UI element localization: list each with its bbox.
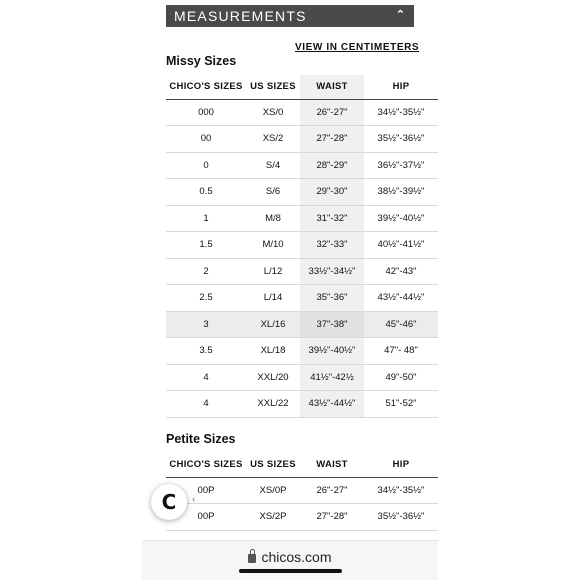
table-cell: 0 [166, 152, 246, 179]
petite-sizes-title: Petite Sizes [166, 432, 236, 446]
table-cell: 35½"-36½" [364, 504, 438, 531]
table-cell: XS/2 [246, 126, 300, 153]
table-cell: 40½"-41½" [364, 232, 438, 259]
table-cell: 43½"-44½" [300, 391, 364, 418]
table-cell: 42"-43" [364, 258, 438, 285]
table-row [166, 258, 438, 285]
missy-size-table [166, 75, 425, 418]
table-row [166, 364, 438, 391]
table-cell: 38½"-39½" [364, 179, 438, 206]
table-header-row [166, 75, 438, 99]
table-cell: 34½"-35½" [364, 99, 438, 126]
table-cell: 00P [166, 504, 246, 531]
table-cell: M/10 [246, 232, 300, 259]
table-cell: 29"-30" [300, 179, 364, 206]
table-row [166, 99, 438, 126]
table-cell: 35½"-36½" [364, 126, 438, 153]
table-cell: XL/16 [246, 311, 300, 338]
column-header: CHICO'S SIZES [166, 453, 246, 477]
table-cell: 2 [166, 258, 246, 285]
table-cell: 39½"-40½" [364, 205, 438, 232]
table-row [166, 205, 438, 232]
url-text: chicos.com [261, 549, 332, 565]
table-cell: 39½"-40½" [300, 338, 364, 365]
column-header: HIP [364, 75, 438, 99]
home-indicator[interactable] [239, 569, 342, 573]
table-row [166, 311, 438, 338]
table-cell: 31"-32" [300, 205, 364, 232]
table-cell: 27"-28" [300, 504, 364, 531]
table-cell: 41½"-42½ [300, 364, 364, 391]
petite-size-table [166, 453, 425, 531]
table-row [166, 179, 438, 206]
table-cell: 47"- 48" [364, 338, 438, 365]
table-cell: 26"-27" [300, 477, 364, 504]
table-cell: 35"-36" [300, 285, 364, 312]
table-cell: 34½"-35½" [364, 477, 438, 504]
chevron-up-icon[interactable]: ⌃ [395, 9, 407, 21]
table-row [166, 126, 438, 153]
table-cell: 1.5 [166, 232, 246, 259]
table-cell: 0.5 [166, 179, 246, 206]
table-cell: 43½"-44½" [364, 285, 438, 312]
table-cell: 51"-52" [364, 391, 438, 418]
table-row [166, 232, 438, 259]
missy-sizes-title: Missy Sizes [166, 54, 237, 68]
table-cell: 36½"-37½" [364, 152, 438, 179]
table-cell: 1 [166, 205, 246, 232]
column-header: WAIST [300, 453, 364, 477]
table-row [166, 152, 438, 179]
table-cell: XS/0 [246, 99, 300, 126]
column-header: CHICO'S SIZES [166, 75, 246, 99]
table-row [166, 285, 438, 312]
table-cell: 00 [166, 126, 246, 153]
table-row [166, 391, 438, 418]
table-cell: 49"-50" [364, 364, 438, 391]
table-cell: 27"-28" [300, 126, 364, 153]
table-cell: XL/18 [246, 338, 300, 365]
table-header-row [166, 453, 438, 477]
table-row [166, 338, 438, 365]
table-cell: XXL/22 [246, 391, 300, 418]
column-header: HIP [364, 453, 438, 477]
table-cell: 26"-27" [300, 99, 364, 126]
table-cell: 00P [166, 477, 246, 504]
chicos-logo-icon: C [161, 490, 177, 514]
table-cell: M/8 [246, 205, 300, 232]
table-cell: XS/0P [246, 477, 300, 504]
table-cell: 33½"-34½" [300, 258, 364, 285]
table-cell: 32"-33" [300, 232, 364, 259]
table-cell: S/6 [246, 179, 300, 206]
table-cell: L/14 [246, 285, 300, 312]
column-header: US SIZES [246, 453, 300, 477]
table-cell: 28"-29" [300, 152, 364, 179]
table-cell: XS/2P [246, 504, 300, 531]
table-cell: 4 [166, 391, 246, 418]
table-cell: 000 [166, 99, 246, 126]
table-row [166, 504, 438, 531]
measurements-title: MEASUREMENTS [174, 8, 307, 24]
chevron-left-icon[interactable]: ‹ [192, 494, 196, 505]
table-cell: 45"-46" [364, 311, 438, 338]
measurements-header[interactable] [166, 5, 414, 27]
lock-icon [248, 554, 256, 563]
chat-button[interactable] [151, 484, 187, 520]
table-cell: 3 [166, 311, 246, 338]
table-cell: 3.5 [166, 338, 246, 365]
column-header: US SIZES [246, 75, 300, 99]
table-cell: L/12 [246, 258, 300, 285]
table-cell: 4 [166, 364, 246, 391]
table-row [166, 477, 438, 504]
view-in-centimeters-link[interactable]: VIEW IN CENTIMETERS [295, 42, 420, 53]
table-cell: XXL/20 [246, 364, 300, 391]
table-cell: S/4 [246, 152, 300, 179]
table-cell: 2.5 [166, 285, 246, 312]
browser-address-bar[interactable] [142, 540, 438, 580]
column-header: WAIST [300, 75, 364, 99]
table-cell: 37"-38" [300, 311, 364, 338]
